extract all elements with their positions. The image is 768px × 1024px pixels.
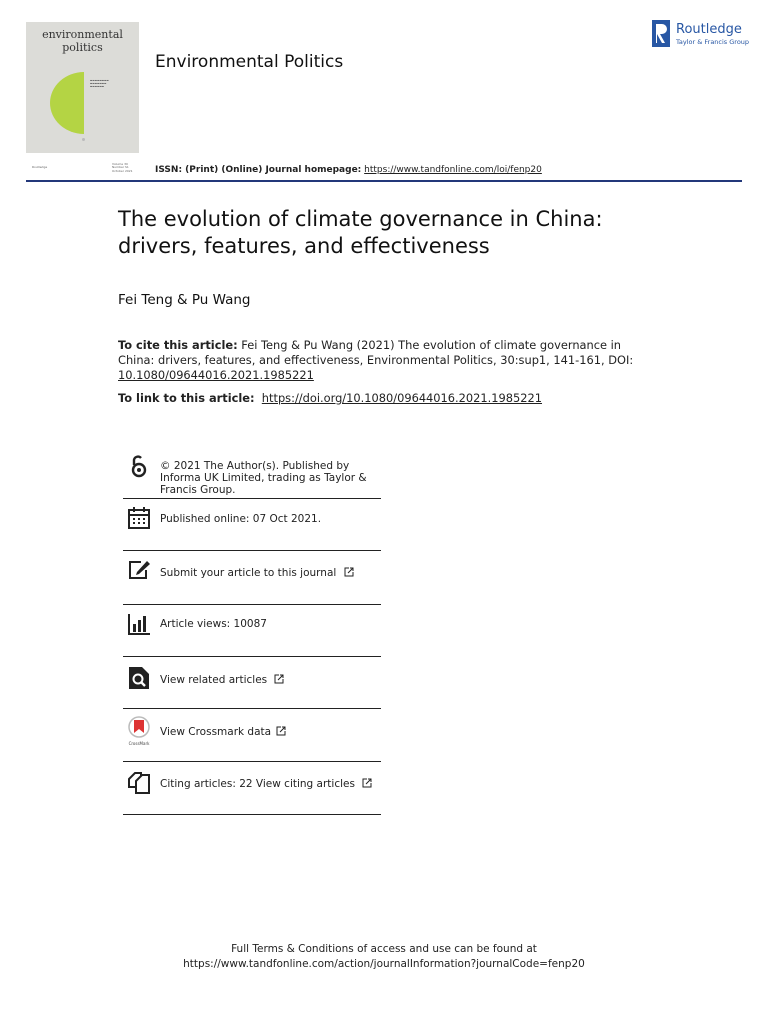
journal-cover-thumbnail — [26, 22, 139, 153]
citing-articles-icon — [127, 771, 151, 795]
related-search-icon — [127, 666, 151, 690]
external-link-icon — [274, 674, 284, 684]
citation-block — [118, 338, 638, 383]
header-rule — [26, 180, 742, 182]
crossmark-link[interactable] — [160, 726, 381, 738]
citing-articles-link[interactable] — [160, 778, 381, 790]
journal-name: Environmental Politics — [155, 52, 344, 72]
external-link-icon — [276, 726, 286, 736]
issn-line — [155, 165, 542, 175]
crossmark-text: View Crossmark data — [160, 726, 272, 738]
routledge-r-icon — [652, 20, 670, 47]
cover-fine-print: ▬▬▬▬▬▬▬▬ ▬▬▬▬▬▬▬ ▬▬▬▬▬▬ — [90, 79, 109, 88]
crossmark-row[interactable] — [123, 708, 381, 762]
publisher-subtitle: Taylor & Francis Group — [676, 38, 750, 46]
calendar-icon — [127, 506, 151, 530]
external-link-icon — [362, 778, 372, 788]
link-label: To link to this article: — [118, 391, 255, 405]
cite-label: To cite this article: — [118, 338, 238, 352]
cite-text: Fei Teng & Pu Wang (2021) The evolution of climate governance in China: drivers, features, and effectiveness, Environmental Politics, 30:sup1, 141-161, DOI: — [118, 338, 634, 367]
related-articles-text: View related articles — [160, 674, 268, 686]
article-title: The evolution of climate governance in China: drivers, features, and effectiveness — [118, 207, 603, 258]
article-views: Article views: 10087 — [160, 618, 267, 630]
edit-pencil-icon — [127, 558, 151, 582]
cover-footer — [26, 163, 139, 173]
terms-line1: Full Terms & Conditions of access and use can be found at — [231, 943, 537, 955]
cover-title-line1: environmental — [42, 28, 123, 41]
submit-article-link[interactable] — [160, 567, 381, 579]
external-link-icon — [344, 567, 354, 577]
cover-dot — [82, 138, 85, 141]
cover-volume: Volume 30 — [112, 162, 128, 166]
article-doi-link[interactable]: https://doi.org/10.1080/09644016.2021.1985221 — [261, 391, 543, 405]
publisher-name: Routledge — [676, 22, 742, 37]
cover-number: Number S1 — [112, 165, 129, 170]
cite-doi-link[interactable]: 10.1080/09644016.2021.1985221 — [118, 368, 314, 382]
related-row[interactable] — [123, 656, 381, 709]
cover-volume-info — [112, 163, 133, 173]
submit-article-text: Submit your article to this journal — [160, 567, 337, 579]
citing-row[interactable] — [123, 761, 381, 815]
related-articles-link[interactable] — [160, 674, 381, 686]
bar-chart-icon — [127, 612, 151, 636]
published-row — [123, 498, 381, 551]
terms-url[interactable]: https://www.tandfonline.com/action/journalInformation?journalCode=fenp20 — [183, 958, 585, 970]
open-access-text: © 2021 The Author(s). Published by Informa UK Limited, trading as Taylor & Francis Group. — [160, 460, 367, 496]
citing-articles-text: Citing articles: 22 View citing articles — [160, 778, 355, 790]
published-date: Published online: 07 Oct 2021. — [160, 513, 322, 525]
terms-footer — [0, 942, 768, 972]
cover-title — [26, 28, 139, 54]
cover-publisher: Routledge — [32, 165, 48, 169]
views-row — [123, 604, 381, 657]
cover-date: October 2021 — [112, 168, 133, 173]
submit-row[interactable] — [123, 550, 381, 605]
open-access-icon — [127, 455, 151, 479]
article-link-line — [118, 391, 542, 405]
crossmark-icon — [127, 716, 151, 740]
journal-homepage-link[interactable]: https://www.tandfonline.com/loi/fenp20 — [364, 165, 542, 175]
open-access-row — [123, 455, 381, 499]
cover-title-line2: politics — [62, 41, 103, 54]
article-authors: Fei Teng & Pu Wang — [118, 292, 251, 308]
issn-label: ISSN: (Print) (Online) Journal homepage: — [155, 165, 362, 175]
crossmark-icon-label: CrossMark — [128, 741, 150, 746]
